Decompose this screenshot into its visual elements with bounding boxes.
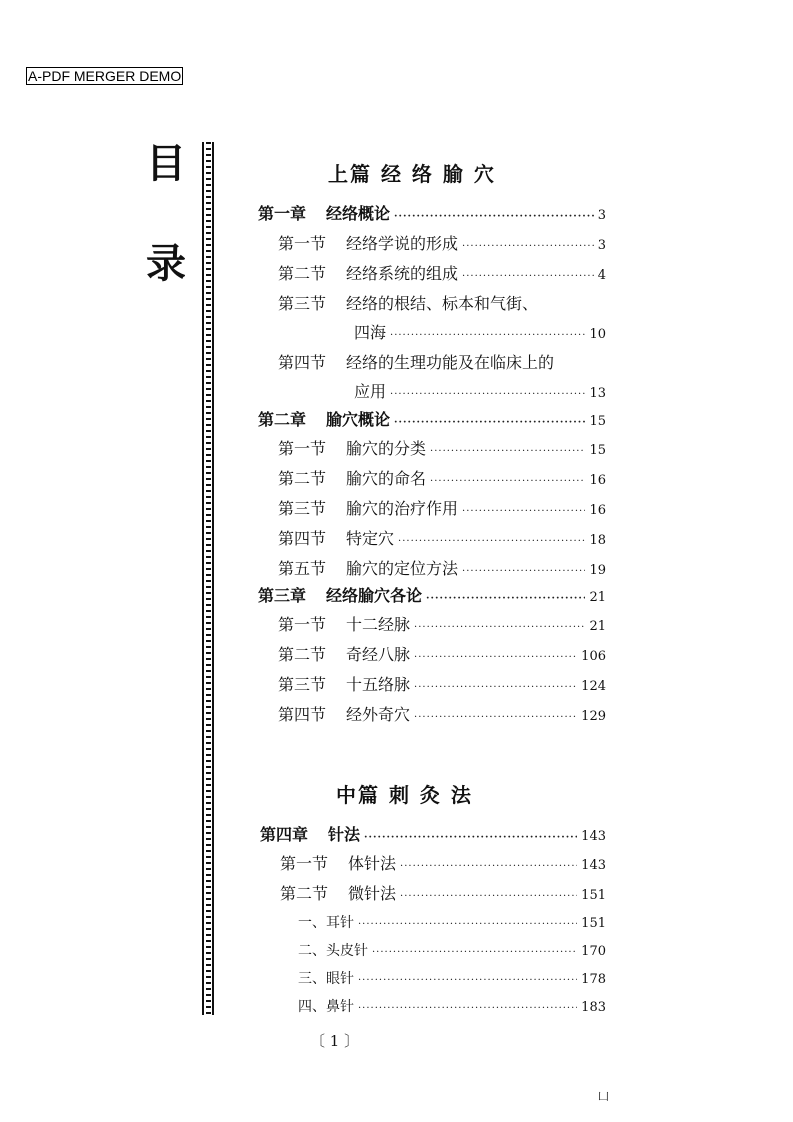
leader-dots [390, 326, 585, 346]
toc-page: 124 [581, 679, 606, 694]
leader-dots [394, 413, 585, 433]
toc-page: 143 [581, 829, 606, 844]
toc-chapter-1[interactable] [258, 204, 606, 227]
toc-label: 第四节 [278, 705, 327, 724]
toc-name: 经外奇穴 [346, 705, 411, 724]
toc-section[interactable] [278, 353, 606, 373]
toc-name: 三、眼针 [298, 971, 354, 987]
toc-section[interactable] [278, 439, 606, 462]
toc-chapter-2[interactable] [258, 410, 606, 433]
toc-label: 第五节 [278, 559, 327, 578]
toc-item[interactable] [298, 997, 606, 1019]
toc-page: 13 [589, 386, 606, 401]
toc-section[interactable] [278, 499, 606, 522]
leader-dots [400, 887, 577, 907]
toc-label: 第二节 [280, 884, 329, 903]
leader-dots [372, 943, 577, 963]
toc-page: 106 [581, 649, 606, 664]
toc-name: 腧穴概论 [326, 410, 391, 429]
toc-section[interactable] [278, 529, 606, 552]
leader-dots [358, 999, 577, 1019]
toc-name: 经络的生理功能及在临床上的 [346, 353, 555, 372]
toc-page: 4 [597, 268, 606, 283]
toc-name: 腧穴的命名 [346, 469, 427, 488]
heading-char-mu: 目 [146, 140, 186, 187]
toc-item[interactable] [298, 941, 606, 963]
toc-page: 16 [589, 473, 606, 488]
leader-dots [462, 267, 594, 287]
toc-page: 15 [589, 443, 606, 458]
leader-dots [426, 589, 585, 609]
leader-dots [414, 618, 585, 638]
toc-name: 十二经脉 [346, 615, 411, 634]
toc-page: 151 [581, 916, 606, 931]
toc-name: 体针法 [348, 854, 397, 873]
leader-dots [394, 207, 594, 227]
toc-label: 第二节 [278, 264, 327, 283]
toc-page: 18 [589, 533, 606, 548]
toc-section[interactable] [278, 705, 606, 728]
toc-name: 经络概论 [326, 204, 391, 223]
leader-dots [414, 648, 577, 668]
toc-label: 第二节 [278, 469, 327, 488]
toc-label: 第一章 [258, 204, 307, 223]
toc-name: 十五络脉 [346, 675, 411, 694]
toc-section[interactable] [278, 559, 606, 582]
toc-page: 3 [597, 208, 606, 223]
toc-page: 10 [589, 327, 606, 342]
leader-dots [414, 678, 577, 698]
watermark-label: A-PDF MERGER DEMO [28, 68, 182, 84]
toc-name: 经络系统的组成 [346, 264, 459, 283]
toc-name: 四海 [354, 323, 387, 342]
toc-page: 3 [597, 238, 606, 253]
leader-dots [462, 502, 585, 522]
leader-dots [390, 385, 585, 405]
toc-page: 19 [589, 563, 606, 578]
leader-dots [430, 442, 585, 462]
toc-name: 二、头皮针 [298, 943, 368, 959]
toc-label: 第一节 [278, 439, 327, 458]
leader-dots [462, 562, 585, 582]
part-title-1: 上篇 经 络 腧 穴 [328, 162, 496, 186]
toc-page: 170 [581, 944, 606, 959]
leader-dots [414, 708, 577, 728]
toc-name: 腧穴的治疗作用 [346, 499, 459, 518]
toc-chapter-3[interactable] [258, 586, 606, 609]
leader-dots [364, 828, 577, 848]
toc-section[interactable] [278, 264, 606, 287]
toc-section[interactable] [280, 884, 606, 907]
part-title-2: 中篇 刺 灸 法 [336, 783, 473, 807]
toc-section-continued[interactable] [354, 323, 606, 346]
toc-name: 应用 [354, 382, 387, 401]
toc-label: 第四节 [278, 529, 327, 548]
toc-name: 经络学说的形成 [346, 234, 459, 253]
toc-item[interactable] [298, 969, 606, 991]
toc-section-continued[interactable] [354, 382, 606, 405]
decorative-border [202, 142, 214, 1015]
corner-mark: 凵 [598, 1090, 609, 1103]
toc-name: 四、鼻针 [298, 999, 354, 1015]
toc-label: 第四章 [260, 825, 309, 844]
toc-name: 针法 [328, 825, 361, 844]
toc-label: 第二章 [258, 410, 307, 429]
toc-label: 第三节 [278, 499, 327, 518]
toc-page: 178 [581, 972, 606, 987]
toc-section[interactable] [278, 645, 606, 668]
toc-section[interactable] [278, 294, 606, 314]
heading-char-lu: 录 [146, 240, 186, 287]
toc-name: 经络腧穴各论 [326, 586, 423, 605]
toc-chapter-4[interactable] [260, 825, 606, 848]
page-number: 〔 1 〕 [310, 1032, 360, 1050]
toc-section[interactable] [280, 854, 606, 877]
toc-section[interactable] [278, 469, 606, 492]
toc-page: 143 [581, 858, 606, 873]
toc-name: 一、耳针 [298, 915, 354, 931]
toc-page: 15 [589, 414, 606, 429]
leader-dots [398, 532, 585, 552]
leader-dots [358, 915, 577, 935]
toc-label: 第四节 [278, 353, 327, 372]
toc-name: 特定穴 [346, 529, 395, 548]
toc-page: 21 [589, 590, 606, 605]
toc-label: 第一节 [278, 615, 327, 634]
toc-page: 151 [581, 888, 606, 903]
toc-page: 129 [581, 709, 606, 724]
toc-page: 16 [589, 503, 606, 518]
toc-label: 第三节 [278, 294, 327, 313]
toc-page: 183 [581, 1000, 606, 1015]
toc-label: 第二节 [278, 645, 327, 664]
toc-name: 微针法 [348, 884, 397, 903]
toc-item[interactable] [298, 913, 606, 935]
toc-label: 第三节 [278, 675, 327, 694]
toc-label: 第一节 [280, 854, 329, 873]
toc-name: 奇经八脉 [346, 645, 411, 664]
toc-page: 21 [589, 619, 606, 634]
toc-label: 第一节 [278, 234, 327, 253]
toc-section[interactable] [278, 615, 606, 638]
toc-section[interactable] [278, 675, 606, 698]
toc-name: 腧穴的分类 [346, 439, 427, 458]
toc-name: 腧穴的定位方法 [346, 559, 459, 578]
leader-dots [358, 971, 577, 991]
leader-dots [430, 472, 585, 492]
toc-label: 第三章 [258, 586, 307, 605]
leader-dots [400, 857, 577, 877]
toc-name: 经络的根结、标本和气街、 [346, 294, 539, 313]
leader-dots [462, 237, 594, 257]
toc-section[interactable] [278, 234, 606, 257]
